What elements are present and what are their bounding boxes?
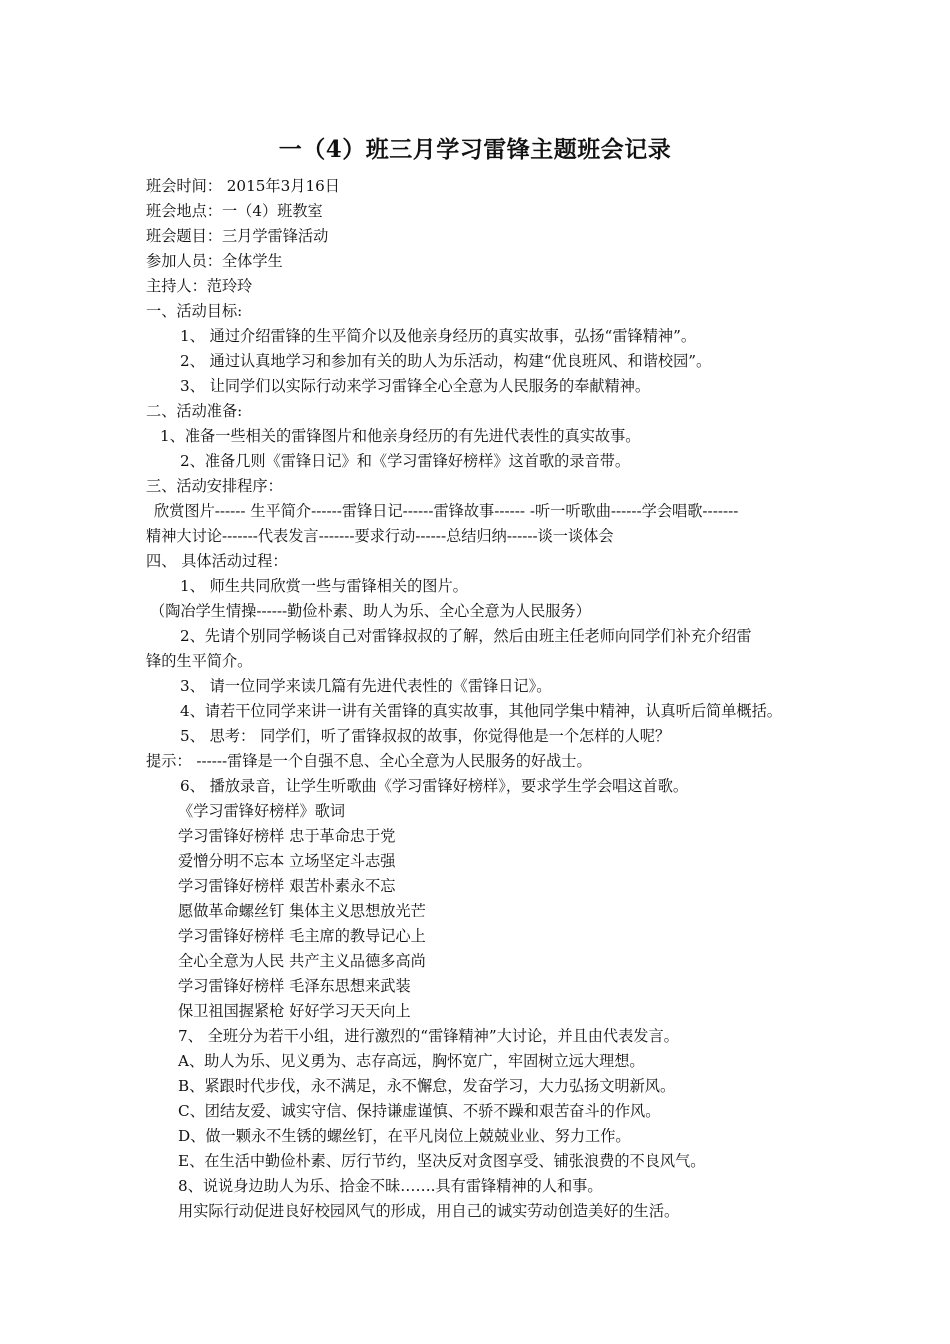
text-line: 锋的生平简介。 [146,652,253,670]
text-line: 2、先请个别同学畅谈自己对雷锋叔叔的了解，然后由班主任老师向同学们补充介绍雷 [180,627,752,645]
document-title: 一（4）班三月学习雷锋主题班会记录 [278,136,672,163]
text-line: 8、说说身边助人为乐、拾金不昧…….具有雷锋精神的人和事。 [178,1177,603,1195]
text-line: 提示： ------雷锋是一个自强不息、全心全意为人民服务的好战士。 [146,752,592,770]
text-line: 1、准备一些相关的雷锋图片和他亲身经历的有先进代表性的真实故事。 [160,427,641,445]
text-line: 学习雷锋好榜样 毛主席的教导记心上 [178,927,426,945]
text-line: 2、准备几则《雷锋日记》和《学习雷锋好榜样》这首歌的录音带。 [180,452,631,470]
text-line: C、团结友爱、诚实守信、保持谦虚谨慎、不骄不躁和艰苦奋斗的作风。 [178,1102,661,1120]
text-line: 2、 通过认真地学习和参加有关的助人为乐活动，构建“优良班风、和谐校园”。 [180,352,712,370]
text-line: B、紧跟时代步伐，永不满足，永不懈怠，发奋学习，大力弘扬文明新风。 [178,1077,676,1095]
text-line: 3、 让同学们以实际行动来学习雷锋全心全意为人民服务的奉献精神。 [180,377,651,395]
text-line: （陶冶学生情操------勤俭朴素、助人为乐、全心全意为人民服务） [150,602,591,620]
text-line: E、在生活中勤俭朴素、厉行节约，坚决反对贪图享受、铺张浪费的不良风气。 [178,1152,706,1170]
text-line: 用实际行动促进良好校园风气的形成，用自己的诚实劳动创造美好的生活。 [178,1202,680,1220]
text-line: D、做一颗永不生锈的螺丝钉，在平凡岗位上兢兢业业、努力工作。 [178,1127,631,1145]
text-line: 三、活动安排程序： [146,477,283,495]
text-line: 愿做革命螺丝钉 集体主义思想放光芒 [178,902,426,920]
text-line: A、助人为乐、见义勇为、志存高远，胸怀宽广，牢固树立远大理想。 [178,1052,645,1070]
text-line: 班会地点：一（4）班教室 [146,202,323,220]
text-line: 3、 请一位同学来读几篇有先进代表性的《雷锋日记》。 [180,677,552,695]
text-line: 四、 具体活动过程： [146,552,288,570]
text-line: 学习雷锋好榜样 忠于革命忠于党 [178,827,396,845]
text-line: 学习雷锋好榜样 艰苦朴素永不忘 [178,877,396,895]
document-body [146,174,826,1224]
text-line: 学习雷锋好榜样 毛泽东思想来武装 [178,977,411,995]
text-line: 主持人：范玲玲 [146,277,253,295]
text-line: 7、 全班分为若干小组，进行激烈的“雷锋精神”大讨论，并且由代表发言。 [178,1027,679,1045]
text-line: 6、 播放录音，让学生听歌曲《学习雷锋好榜样》，要求学生学会唱这首歌。 [180,777,689,795]
text-line: 班会题目：三月学雷锋活动 [146,227,329,245]
text-line: 班会时间： 2015年3月16日 [146,177,340,195]
text-line: 爱憎分明不忘本 立场坚定斗志强 [178,852,396,870]
text-line: 一、活动目标: [146,302,243,320]
text-line: 1、 通过介绍雷锋的生平简介以及他亲身经历的真实故事，弘扬“雷锋精神”。 [180,327,697,345]
text-line: 二、活动准备: [146,402,243,420]
text-line: 精神大讨论-------代表发言-------要求行动------总结归纳------谈一谈体会 [146,527,614,545]
text-line: 5、 思考： 同学们，听了雷锋叔叔的故事，你觉得他是一个怎样的人呢？ [180,727,671,745]
text-line: 保卫祖国握紧枪 好好学习天天向上 [178,1002,411,1020]
text-line: 参加人员：全体学生 [146,252,283,270]
text-line: 4、请若干位同学来讲一讲有关雷锋的真实故事，其他同学集中精神，认真听后简单概括。 [180,702,782,720]
text-line: 欣赏图片------ 生平简介------雷锋日记------雷锋故事------ -听一听歌曲------学会唱歌------- [154,502,739,520]
text-line: 1、 师生共同欣赏一些与雷锋相关的图片。 [180,577,468,595]
text-line: 全心全意为人民 共产主义品德多高尚 [178,952,426,970]
text-line: 《学习雷锋好榜样》歌词 [178,802,346,820]
